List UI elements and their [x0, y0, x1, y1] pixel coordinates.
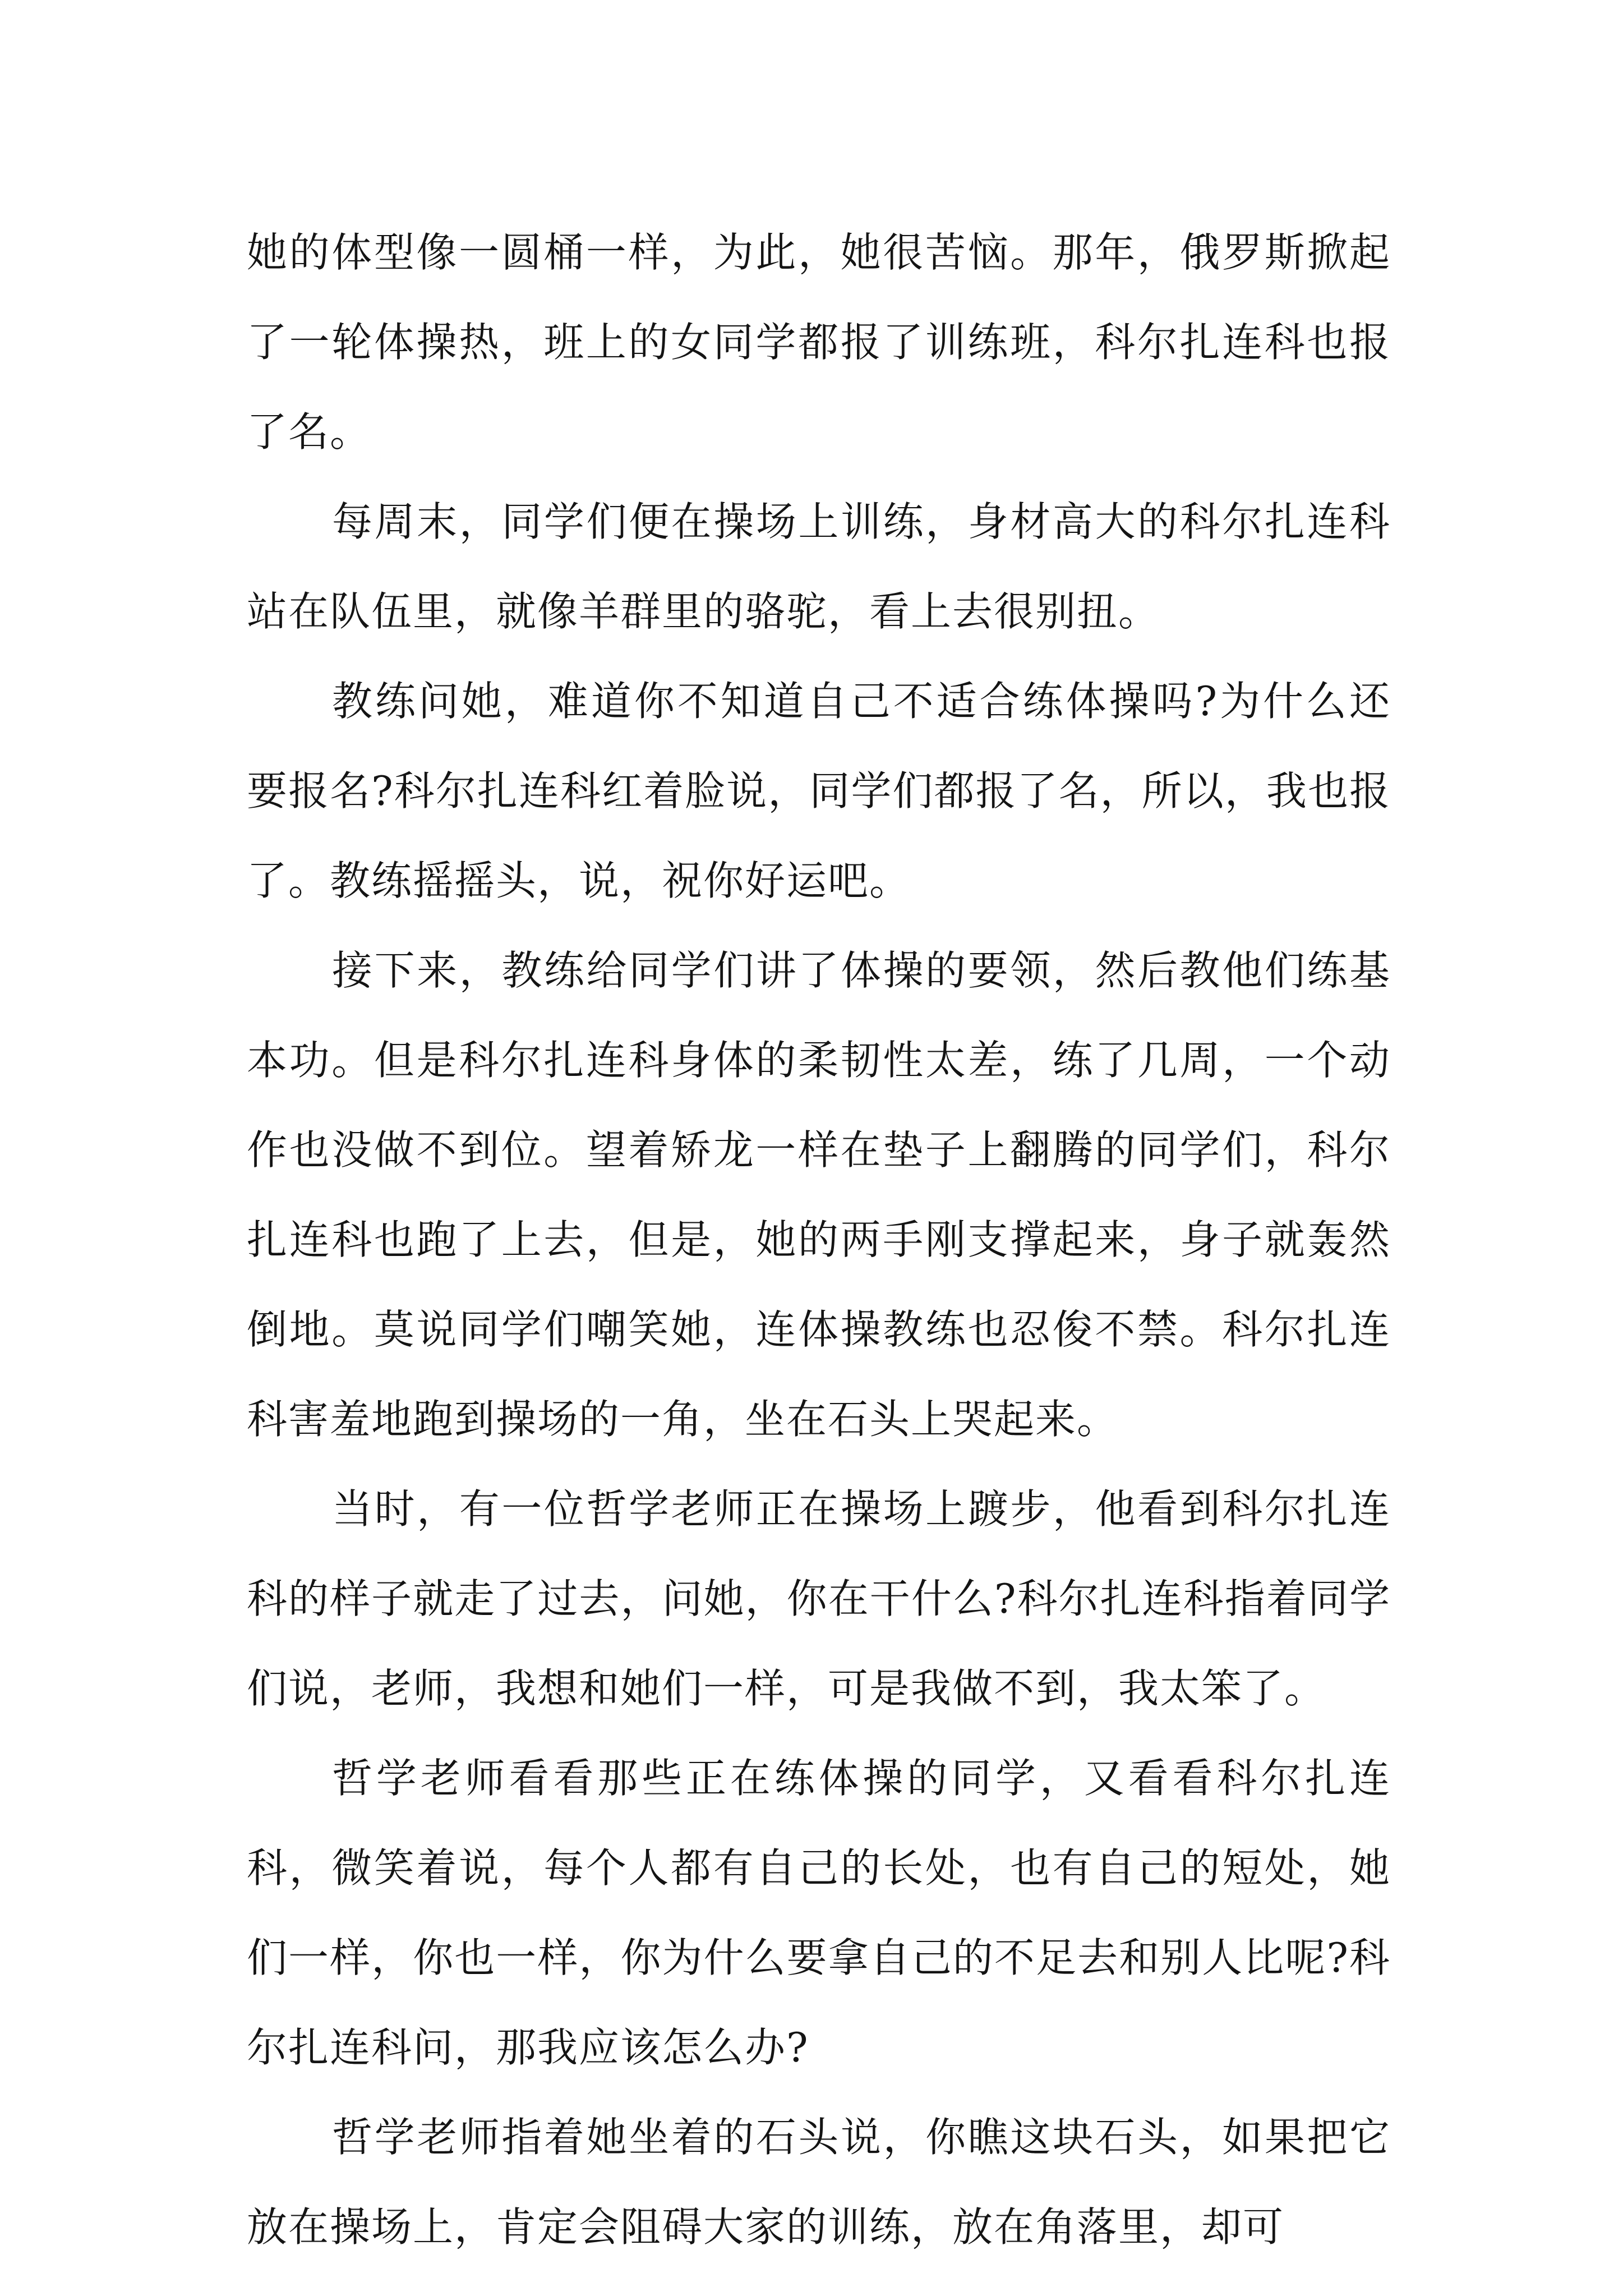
paragraph-3: 教练问她，难道你不知道自己不适合练体操吗?为什么还要报名?科尔扎连科红着脸说，同学们都报了名，所以，我也报了。教练摇摇头，说，祝你好运吧。 [247, 678, 1391, 904]
paragraph-7: 哲学老师指着她坐着的石头说，你瞧这块石头，如果把它放在操场上，肯定会阻碍大家的训练，放在角落里，却可 [247, 2114, 1391, 2251]
paragraph-1: 她的体型像一圆桶一样，为此，她很苦恼。那年，俄罗斯掀起了一轮体操热，班上的女同学都报了训练班，科尔扎连科也报了名。 [247, 229, 1391, 455]
paragraph-2: 每周末，同学们便在操场上训练，身材高大的科尔扎连科站在队伍里，就像羊群里的骆驼，看上去很别扭。 [247, 498, 1391, 635]
body-text [247, 208, 1391, 2272]
paragraph-5: 当时，有一位哲学老师正在操场上踱步，他看到科尔扎连科的样子就走了过去，问她，你在干什么?科尔扎连科指着同学们说，老师，我想和她们一样，可是我做不到，我太笨了。 [247, 1485, 1391, 1712]
paragraph-4: 接下来，教练给同学们讲了体操的要领，然后教他们练基本功。但是科尔扎连科身体的柔韧性太差，练了几周，一个动作也没做不到位。望着矫龙一样在垫子上翻腾的同学们，科尔扎连科也跑了上去，但是，她的两手刚支撑起来，身子就轰然倒地。莫说同学们嘲笑她，连体操教练也忍俊不禁。科尔扎连科害羞地跑到操场的一角，坐在石头上哭起来。 [247, 947, 1391, 1443]
paragraph-6: 哲学老师看看那些正在练体操的同学，又看看科尔扎连科，微笑着说，每个人都有自己的长处，也有自己的短处，她们一样，你也一样，你为什么要拿自己的不足去和别人比呢?科尔扎连科问，那我应该怎么办? [247, 1755, 1391, 2071]
